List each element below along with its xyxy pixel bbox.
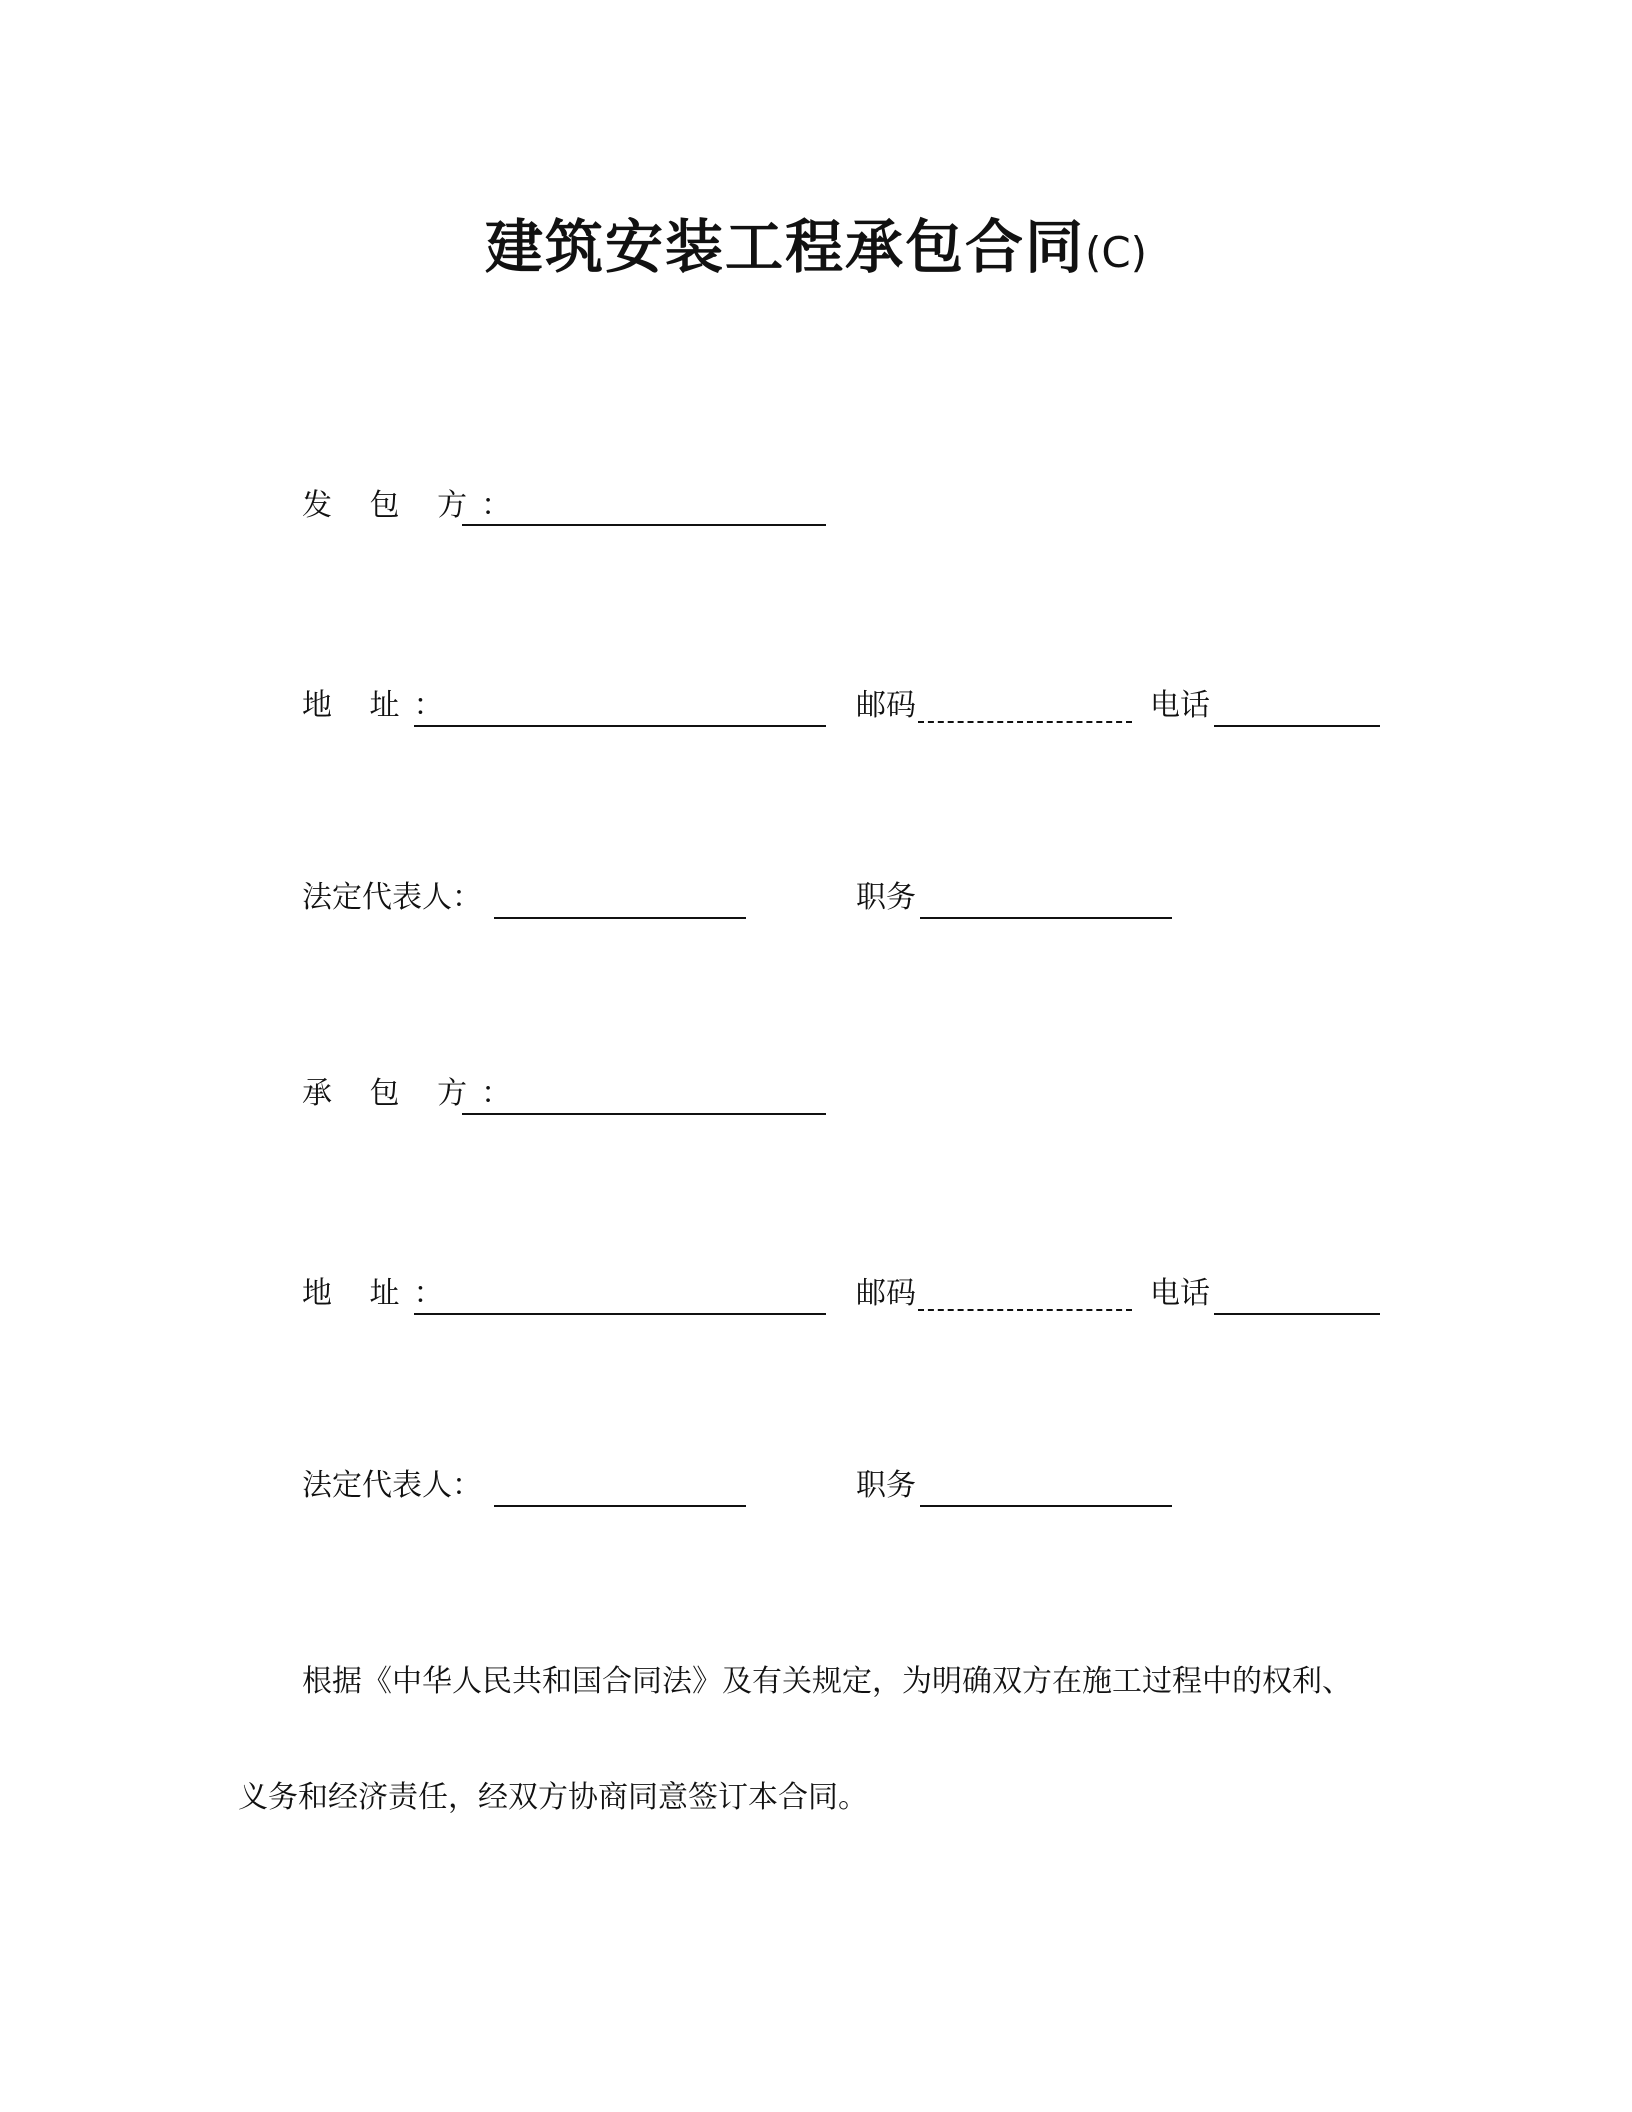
- employer-phone-label: 电话: [1150, 688, 1210, 723]
- contractor-postcode-blank[interactable]: [918, 1309, 1132, 1311]
- contractor-postcode-label: 邮码: [856, 1276, 916, 1311]
- contractor-position-label: 职务: [856, 1468, 916, 1503]
- employer-address-blank[interactable]: [414, 725, 826, 727]
- contractor-party-blank[interactable]: [462, 1113, 826, 1115]
- contractor-address-blank[interactable]: [414, 1313, 826, 1315]
- title-suffix: (C): [1084, 228, 1148, 277]
- employer-party-blank[interactable]: [462, 524, 826, 526]
- employer-legal-rep-label: 法定代表人：: [302, 880, 482, 915]
- employer-phone-blank[interactable]: [1214, 725, 1380, 727]
- contractor-position-blank[interactable]: [920, 1505, 1172, 1507]
- employer-position-label: 职务: [856, 880, 916, 915]
- employer-position-blank[interactable]: [920, 917, 1172, 919]
- contractor-phone-blank[interactable]: [1214, 1313, 1380, 1315]
- preamble-line-1: 根据《中华人民共和国合同法》及有关规定，为明确双方在施工过程中的权利、: [302, 1664, 1352, 1699]
- contractor-party-label: 承 包 方：: [302, 1076, 526, 1111]
- document-title: [0, 200, 1632, 284]
- contractor-legal-rep-label: 法定代表人：: [302, 1468, 482, 1503]
- contractor-address-label: 地 址：: [302, 1276, 458, 1311]
- preamble-line-2: 义务和经济责任，经双方协商同意签订本合同。: [238, 1780, 868, 1815]
- employer-legal-rep-blank[interactable]: [494, 917, 746, 919]
- contractor-phone-label: 电话: [1150, 1276, 1210, 1311]
- title-text: 建筑安装工程承包合同: [484, 213, 1085, 281]
- employer-postcode-label: 邮码: [856, 688, 916, 723]
- employer-address-label: 地 址：: [302, 688, 458, 723]
- employer-postcode-blank[interactable]: [918, 721, 1132, 723]
- contractor-legal-rep-blank[interactable]: [494, 1505, 746, 1507]
- employer-party-label: 发 包 方：: [302, 488, 526, 523]
